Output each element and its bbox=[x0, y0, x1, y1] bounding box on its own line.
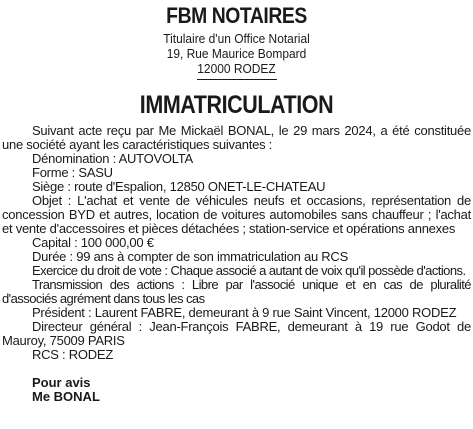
capital-line: Capital : 100 000,00 € bbox=[32, 235, 154, 250]
president-line: Président : Laurent FABRE, demeurant à 9 rue Saint Vincent, 12000 RODEZ bbox=[32, 305, 457, 320]
purpose-paragraph: Objet : L'achat et vente de véhicules neufs et occasions, représentation de concession BYD et autres, location de voitures automobiles sans chauffeur ; l'achat et vente d'accessoires et pièces détachées ; station-service et opérations annexes bbox=[2, 193, 471, 236]
share-transfer-paragraph: Transmission des actions : Libre par l'associé unique et en cas de pluralité d'associés agrément dans tous les cas bbox=[2, 277, 471, 306]
signature-line-2: Me BONAL bbox=[32, 389, 100, 404]
voting-rights-line: Exercice du droit de vote : Chaque associé a autant de voix qu'il possède d'actions. bbox=[32, 263, 466, 278]
managing-director-paragraph: Directeur général : Jean-François FABRE, demeurant à 19 rue Godot de Mauroy, 75009 PARIS bbox=[2, 319, 471, 348]
street-address: 19, Rue Maurice Bompard bbox=[166, 46, 307, 61]
header-divider bbox=[197, 79, 277, 80]
form-line: Forme : SASU bbox=[32, 165, 113, 180]
city-address: 12000 RODEZ bbox=[197, 61, 276, 76]
signature-block bbox=[2, 376, 471, 404]
registered-office-line: Siège : route d'Espalion, 12850 ONET-LE-CHATEAU bbox=[32, 179, 326, 194]
duration-line: Durée : 99 ans à compter de son immatriculation au RCS bbox=[32, 249, 348, 264]
firm-name: FBM NOTAIRES bbox=[166, 3, 307, 28]
denomination-line: Dénomination : AUTOVOLTA bbox=[32, 151, 193, 166]
firm-address bbox=[21, 31, 452, 76]
signature-line-1: Pour avis bbox=[32, 375, 91, 390]
notice-title: IMMATRICULATION bbox=[139, 91, 334, 119]
rcs-line: RCS : RODEZ bbox=[32, 347, 114, 362]
intro-paragraph: Suivant acte reçu par Me Mickaël BONAL, le 29 mars 2024, a été constituée une société ayant les caractéristiques suivantes : bbox=[2, 123, 471, 152]
notice-body bbox=[2, 124, 471, 362]
legal-notice bbox=[2, 3, 471, 404]
office-line: Titulaire d'un Office Notarial bbox=[163, 31, 310, 46]
